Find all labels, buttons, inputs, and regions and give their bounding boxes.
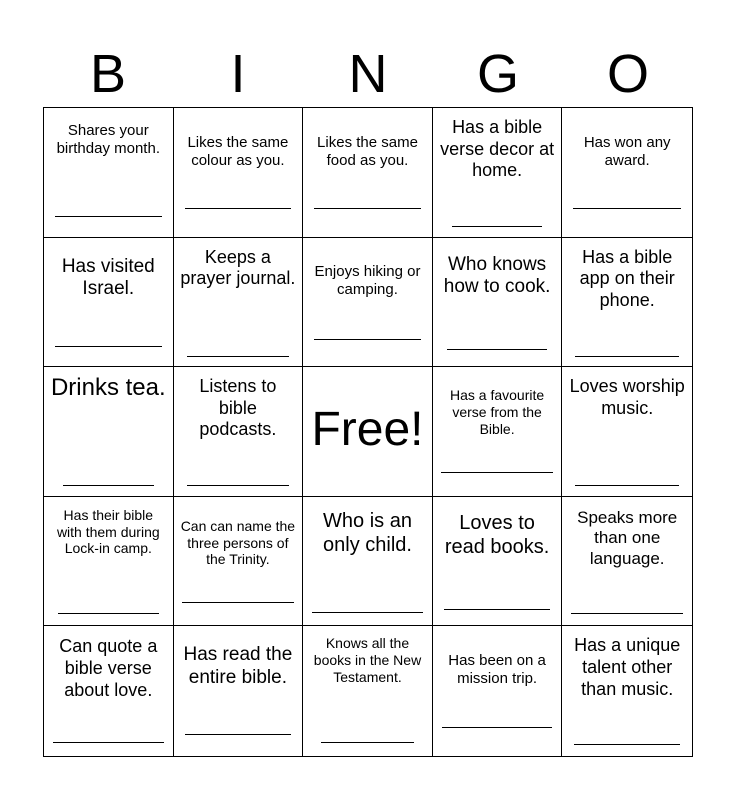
cell-answer-line [442, 727, 553, 728]
bingo-cell[interactable] [174, 238, 304, 368]
bingo-cell[interactable] [174, 626, 304, 756]
bingo-cell[interactable] [562, 626, 692, 756]
header-letter-n: N [348, 44, 388, 104]
bingo-cell[interactable] [174, 497, 304, 627]
cell-answer-line [574, 744, 680, 745]
bingo-cell-free[interactable] [303, 367, 433, 497]
bingo-header [43, 40, 693, 108]
cell-prompt: Has won any award. [583, 134, 671, 169]
cell-answer-line [182, 602, 295, 603]
bingo-cell[interactable] [433, 238, 563, 368]
cell-answer-line [575, 485, 679, 486]
cell-answer-line [573, 208, 681, 209]
cell-answer-line [187, 485, 290, 486]
cell-answer-line [575, 356, 679, 357]
bingo-cell[interactable] [303, 497, 433, 627]
cell-answer-line [55, 216, 162, 217]
cell-prompt: Has read the entire bible. [183, 644, 293, 689]
header-letter-b: B [89, 44, 127, 104]
cell-answer-line [571, 613, 683, 614]
cell-answer-line [314, 208, 421, 209]
cell-answer-line [314, 339, 421, 340]
bingo-cell[interactable] [303, 626, 433, 756]
bingo-cell[interactable] [433, 497, 563, 627]
cell-prompt: Can can name the three persons of the Trinity. [180, 517, 296, 568]
cell-answer-line [441, 472, 554, 473]
cell-prompt: Knows all the books in the New Testament. [313, 635, 422, 685]
cell-prompt: Has been on a mission trip. [448, 652, 546, 688]
cell-answer-line [187, 356, 290, 357]
cell-prompt: Likes the same food as you. [317, 134, 418, 169]
bingo-cell[interactable] [44, 238, 174, 368]
cell-prompt: Speaks more than one language. [577, 507, 678, 568]
cell-prompt: Has a unique talent other than music. [574, 635, 681, 699]
cell-answer-line [185, 208, 292, 209]
bingo-grid [43, 107, 693, 757]
cell-answer-line [58, 613, 159, 614]
bingo-cell[interactable] [44, 108, 174, 238]
cell-answer-line [53, 742, 164, 743]
cell-prompt: Keeps a prayer journal. [180, 246, 296, 289]
cell-prompt: Has a bible app on their phone. [579, 246, 675, 310]
cell-prompt: Listens to bible podcasts. [199, 376, 277, 440]
cell-prompt: Has visited Israel. [61, 255, 155, 300]
cell-prompt: Who is an only child. [323, 509, 412, 556]
bingo-cell[interactable] [44, 626, 174, 756]
header-letter-o: O [606, 44, 649, 104]
cell-prompt: Has a favourite verse from the Bible. [450, 387, 545, 437]
cell-prompt: Likes the same colour as you. [187, 134, 289, 169]
bingo-cell[interactable] [303, 108, 433, 238]
bingo-cell[interactable] [303, 238, 433, 368]
cell-prompt: Loves to read books. [444, 511, 550, 558]
bingo-cell[interactable] [562, 367, 692, 497]
cell-prompt: Enjoys hiking or camping. [314, 262, 421, 298]
cell-prompt: Who knows how to cook. [443, 253, 551, 298]
cell-answer-line [452, 226, 543, 227]
bingo-cell[interactable] [433, 626, 563, 756]
bingo-cell[interactable] [44, 497, 174, 627]
cell-answer-line [312, 612, 423, 613]
bingo-cell[interactable] [433, 108, 563, 238]
bingo-cell[interactable] [562, 497, 692, 627]
cell-prompt: Drinks tea. [50, 374, 166, 402]
cell-answer-line [185, 734, 292, 735]
cell-prompt: Can quote a bible verse about love. [59, 636, 158, 700]
header-letter-i: I [230, 44, 246, 104]
bingo-cell[interactable] [44, 367, 174, 497]
bingo-cell[interactable] [174, 108, 304, 238]
cell-answer-line [55, 346, 162, 347]
header-letter-g: G [476, 44, 519, 104]
bingo-cell[interactable] [562, 238, 692, 368]
cell-answer-line [63, 485, 154, 486]
cell-prompt: Shares your birthday month. [56, 122, 160, 157]
cell-prompt: Loves worship music. [569, 376, 685, 418]
bingo-cell[interactable] [562, 108, 692, 238]
free-space-label: Free! [311, 403, 424, 457]
cell-answer-line [321, 742, 414, 743]
cell-answer-line [444, 609, 551, 610]
bingo-cell[interactable] [433, 367, 563, 497]
cell-prompt: Has a bible verse decor at home. [440, 117, 555, 181]
cell-prompt: Has their bible with them during Lock-in camp. [56, 506, 160, 557]
cell-answer-line [447, 349, 548, 350]
bingo-cell[interactable] [174, 367, 304, 497]
